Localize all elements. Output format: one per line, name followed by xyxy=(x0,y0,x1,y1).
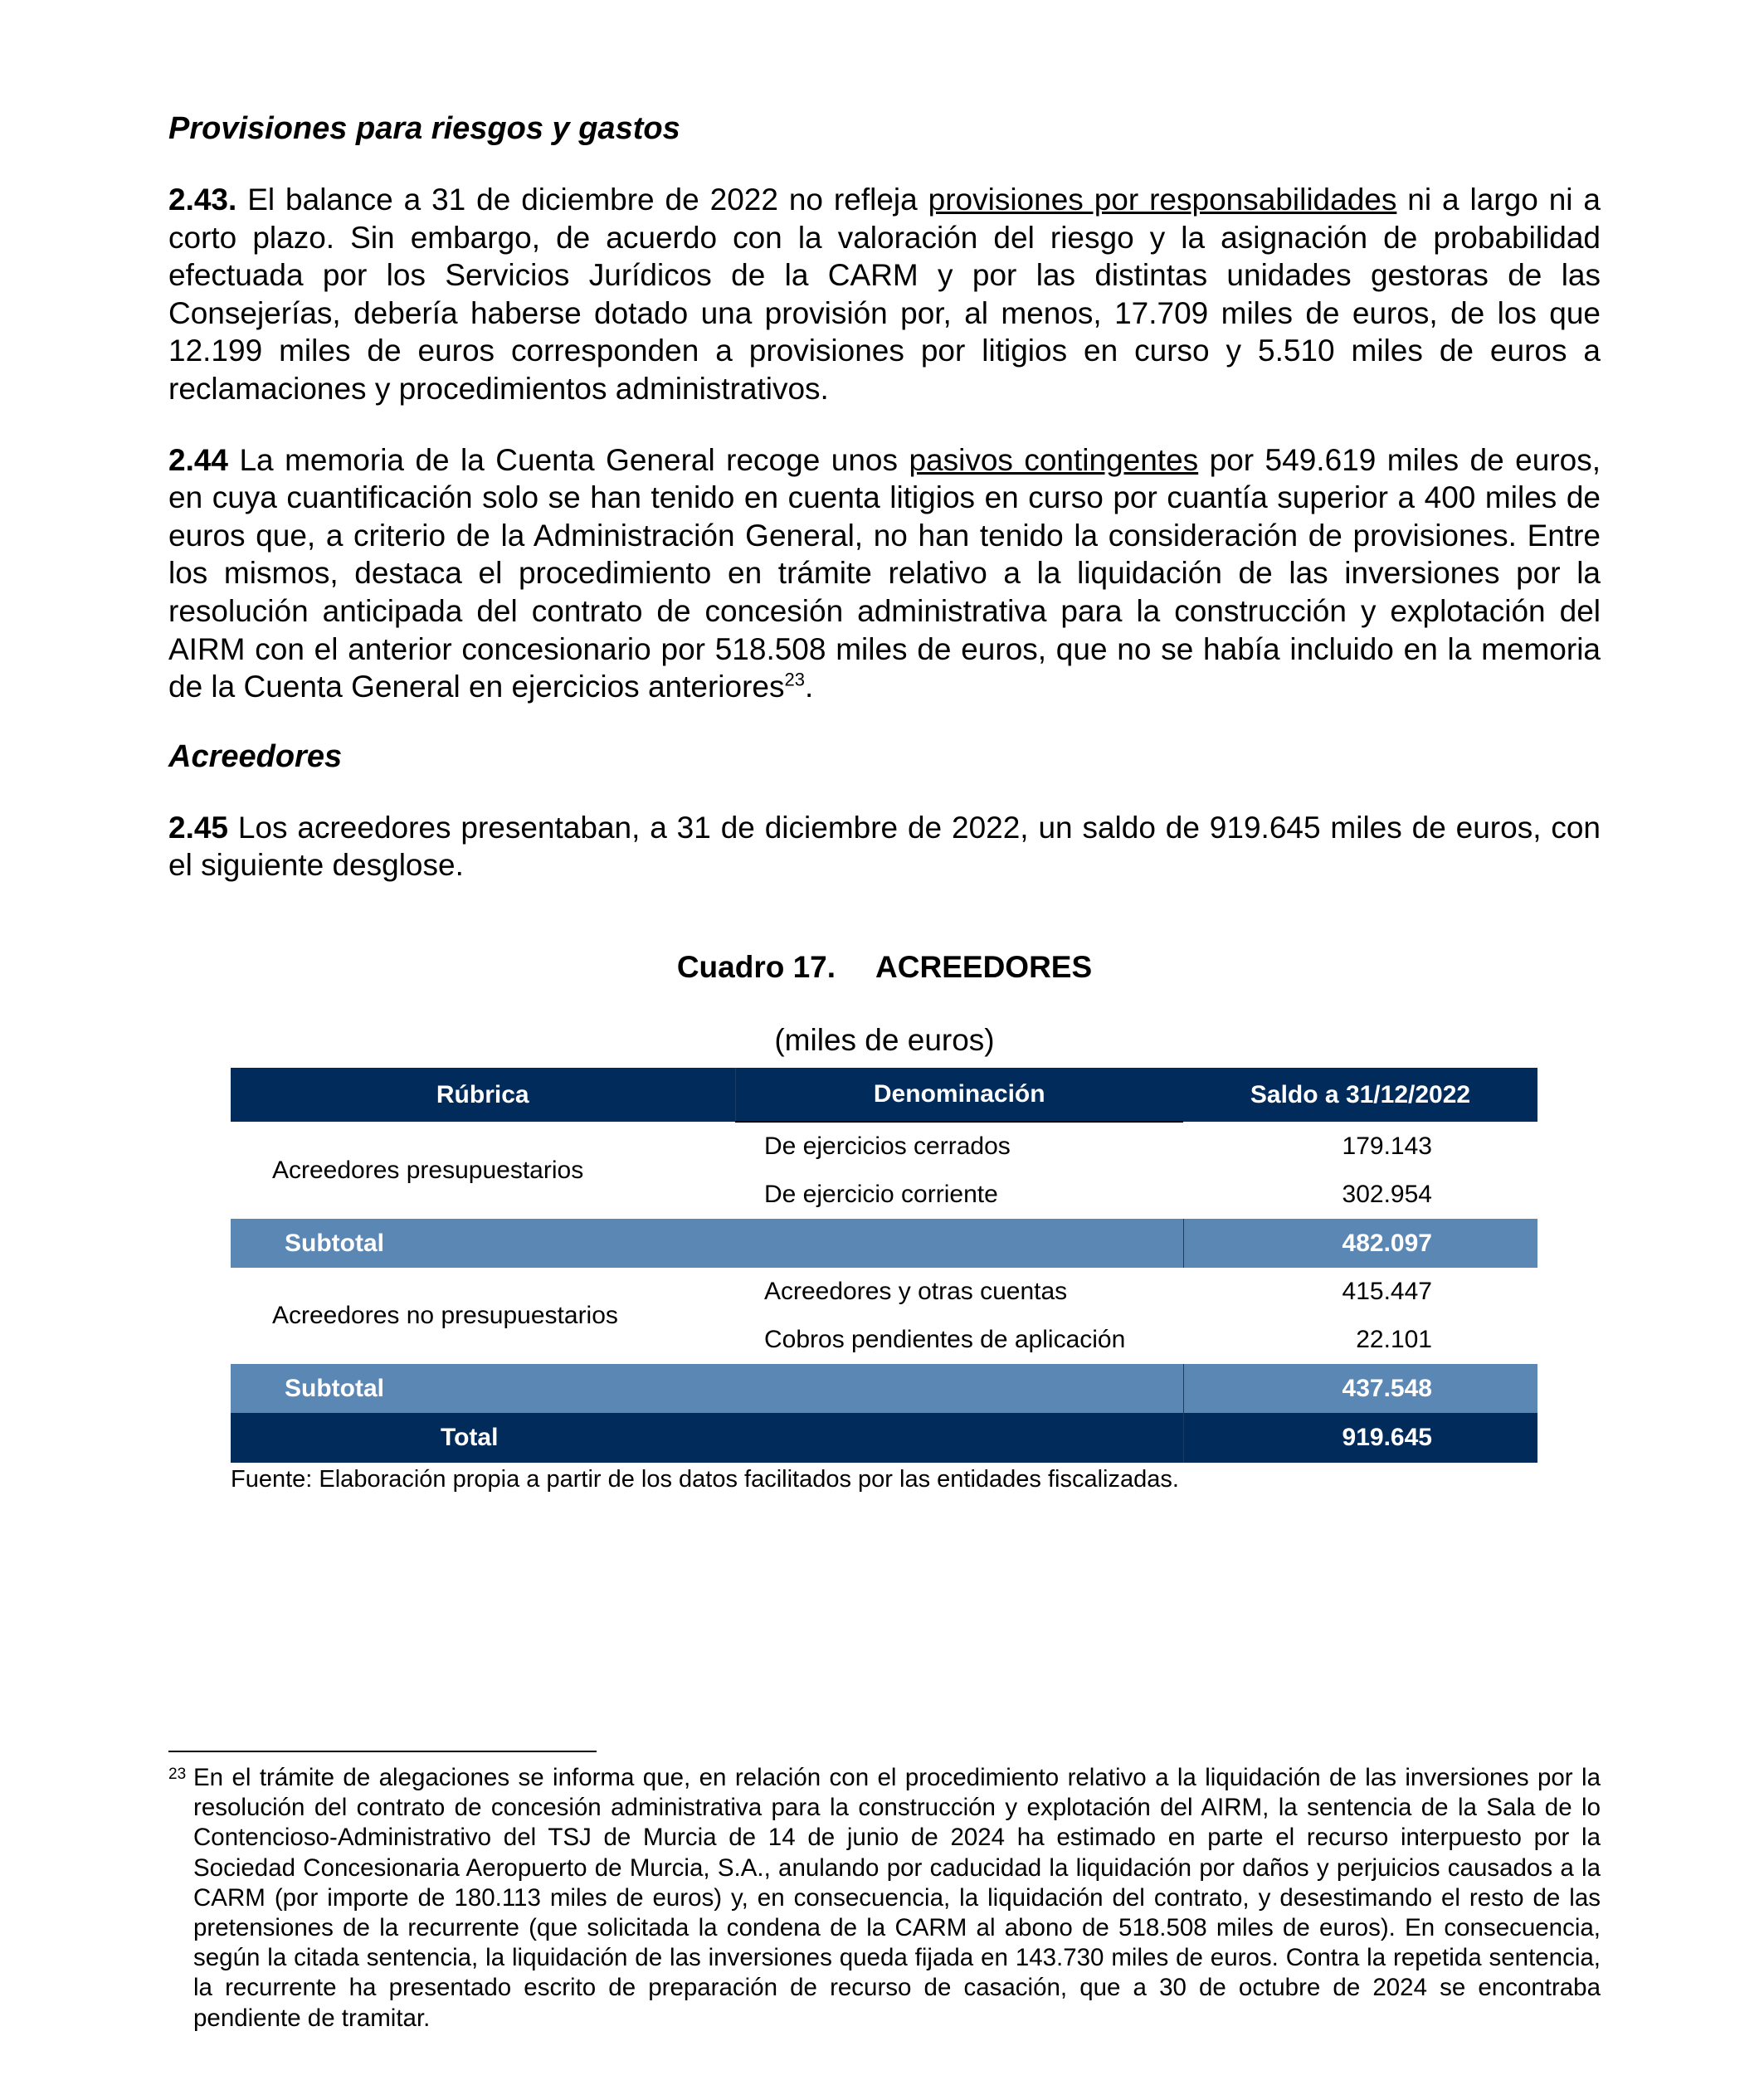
paragraph-text: por 549.619 miles de euros, en cuya cuantificación solo se han tenido en cuenta litigios en curso por cuantía superior a 400 miles de euros que, a criterio de la Administración General, no han tenido la consideración de provisiones. Entre los mismos, destaca el procedimiento en trámite relativo a la liquidación de las inversiones por la resolución anticipada del contrato de concesión administrativa para la construcción y explotación del AIRM con el anterior concesionario por 518.508 miles de euros, que no se había incluido en la memoria de la Cuenta General en ejercicios anteriores xyxy=(168,442,1601,704)
footnote-23 xyxy=(168,1763,1601,2034)
document-body xyxy=(168,100,1601,1059)
paragraph-text: ni a largo ni a corto plazo. Sin embargo, de acuerdo con la valoración del riesgo y la asignación de probabilidad efectuada por los Servicios Jurídicos de la CARM y por las distintas unidades gestoras de las Consejerías, debería haberse dotado una provisión por, al menos, 17.709 miles de euros, de los que 12.199 miles de euros corresponden a provisiones por litigios en curso y 5.510 miles de euros a reclamaciones y procedimientos administrativos. xyxy=(168,183,1601,406)
caption-number: Cuadro 17. xyxy=(676,949,836,984)
saldo-cell: 302.954 xyxy=(1342,1181,1432,1208)
table-header-row xyxy=(231,1068,1537,1122)
subtotal-row xyxy=(231,1364,1537,1413)
paragraph-number: 2.43. xyxy=(168,183,237,217)
saldo-cell: 415.447 xyxy=(1342,1278,1432,1305)
rubrica-cell: Acreedores no presupuestarios xyxy=(272,1302,618,1329)
subtotal-row xyxy=(231,1219,1537,1268)
underlined-term: provisiones por responsabilidades xyxy=(928,183,1397,217)
paragraph-2-43 xyxy=(168,181,1601,408)
underlined-term: pasivos contingentes xyxy=(909,442,1199,477)
total-label: Total xyxy=(231,1413,735,1463)
subtotal-value: 437.548 xyxy=(1183,1364,1537,1413)
section-heading-acreedores: Acreedores xyxy=(168,738,343,774)
subtotal-empty xyxy=(735,1364,1183,1413)
subtotal-empty xyxy=(735,1219,1183,1268)
rubrica-cell: Acreedores presupuestarios xyxy=(272,1156,584,1184)
paragraph-text: El balance a 31 de diciembre de 2022 no refleja xyxy=(236,183,928,217)
caption-title: ACREEDORES xyxy=(875,949,1093,984)
table-source: Fuente: Elaboración propia a partir de los datos facilitados por las entidades fiscalizadas. xyxy=(231,1466,1179,1493)
table-caption xyxy=(168,949,1601,986)
saldo-cell: 179.143 xyxy=(1342,1132,1432,1160)
total-row xyxy=(231,1413,1537,1463)
saldo-cell: 22.101 xyxy=(1356,1326,1432,1353)
section-heading-provisiones: Provisiones para riesgos y gastos xyxy=(168,111,680,146)
denominacion-cell: Cobros pendientes de aplicación xyxy=(764,1326,1126,1353)
denominacion-cell: De ejercicios cerrados xyxy=(764,1132,1011,1160)
paragraph-text: Los acreedores presentaban, a 31 de diciembre de 2022, un saldo de 919.645 miles de euros, con el siguiente desglose. xyxy=(168,810,1601,883)
footnote-reference[interactable]: 23 xyxy=(784,669,805,690)
table-row xyxy=(231,1268,1537,1316)
paragraph-text: . xyxy=(804,670,814,704)
total-value: 919.645 xyxy=(1183,1413,1537,1463)
subtotal-value: 482.097 xyxy=(1183,1219,1537,1268)
paragraph-number: 2.44 xyxy=(168,442,229,477)
footnote-divider xyxy=(168,1751,597,1752)
paragraph-2-44 xyxy=(168,441,1601,706)
denominacion-cell: Acreedores y otras cuentas xyxy=(764,1278,1068,1305)
total-empty xyxy=(735,1413,1183,1463)
subtotal-label: Subtotal xyxy=(231,1219,735,1268)
denominacion-cell: De ejercicio corriente xyxy=(764,1181,998,1208)
footnote-text: En el trámite de alegaciones se informa que, en relación con el procedimiento relativo a la liquidación de las inversiones por la resolución del contrato de concesión administrativa para la construcción y explotación del AIRM, la sentencia de la Sala de lo Contencioso-Administrativo del TSJ de Murcia de 14 de junio de 2024 ha estimado en parte el recurso interpuesto por la Sociedad Concesionaria Aeropuerto de Murcia, S.A., anulando por caducidad la liquidación por daños y perjuicios causados a la CARM (por importe de 180.113 miles de euros) y, en consecuencia, la liquidación del contrato, y desestimando el resto de las pretensiones de la recurrente (que solicitada la condena de la CARM al abono de 518.508 miles de euros). En consecuencia, según la citada sentencia, la liquidación de las inversiones queda fijada en 143.730 miles de euros. Contra la repetida sentencia, la recurrente ha presentado escrito de preparación de recurso de casación, que a 30 de octubre de 2024 se encontraba pendiente de tramitar. xyxy=(193,1764,1601,2032)
footnote-mark: 23 xyxy=(168,1766,187,1783)
header-saldo: Saldo a 31/12/2022 xyxy=(1183,1068,1537,1122)
paragraph-number: 2.45 xyxy=(168,810,229,845)
subtotal-label: Subtotal xyxy=(231,1364,735,1413)
paragraph-2-45 xyxy=(168,809,1601,884)
acreedores-table xyxy=(231,1068,1537,1463)
header-rubrica: Rúbrica xyxy=(231,1068,735,1122)
table-row xyxy=(231,1122,1537,1171)
table-units: (miles de euros) xyxy=(774,1022,995,1057)
paragraph-text: La memoria de la Cuenta General recoge unos xyxy=(228,442,909,477)
header-denominacion: Denominación xyxy=(735,1068,1183,1122)
